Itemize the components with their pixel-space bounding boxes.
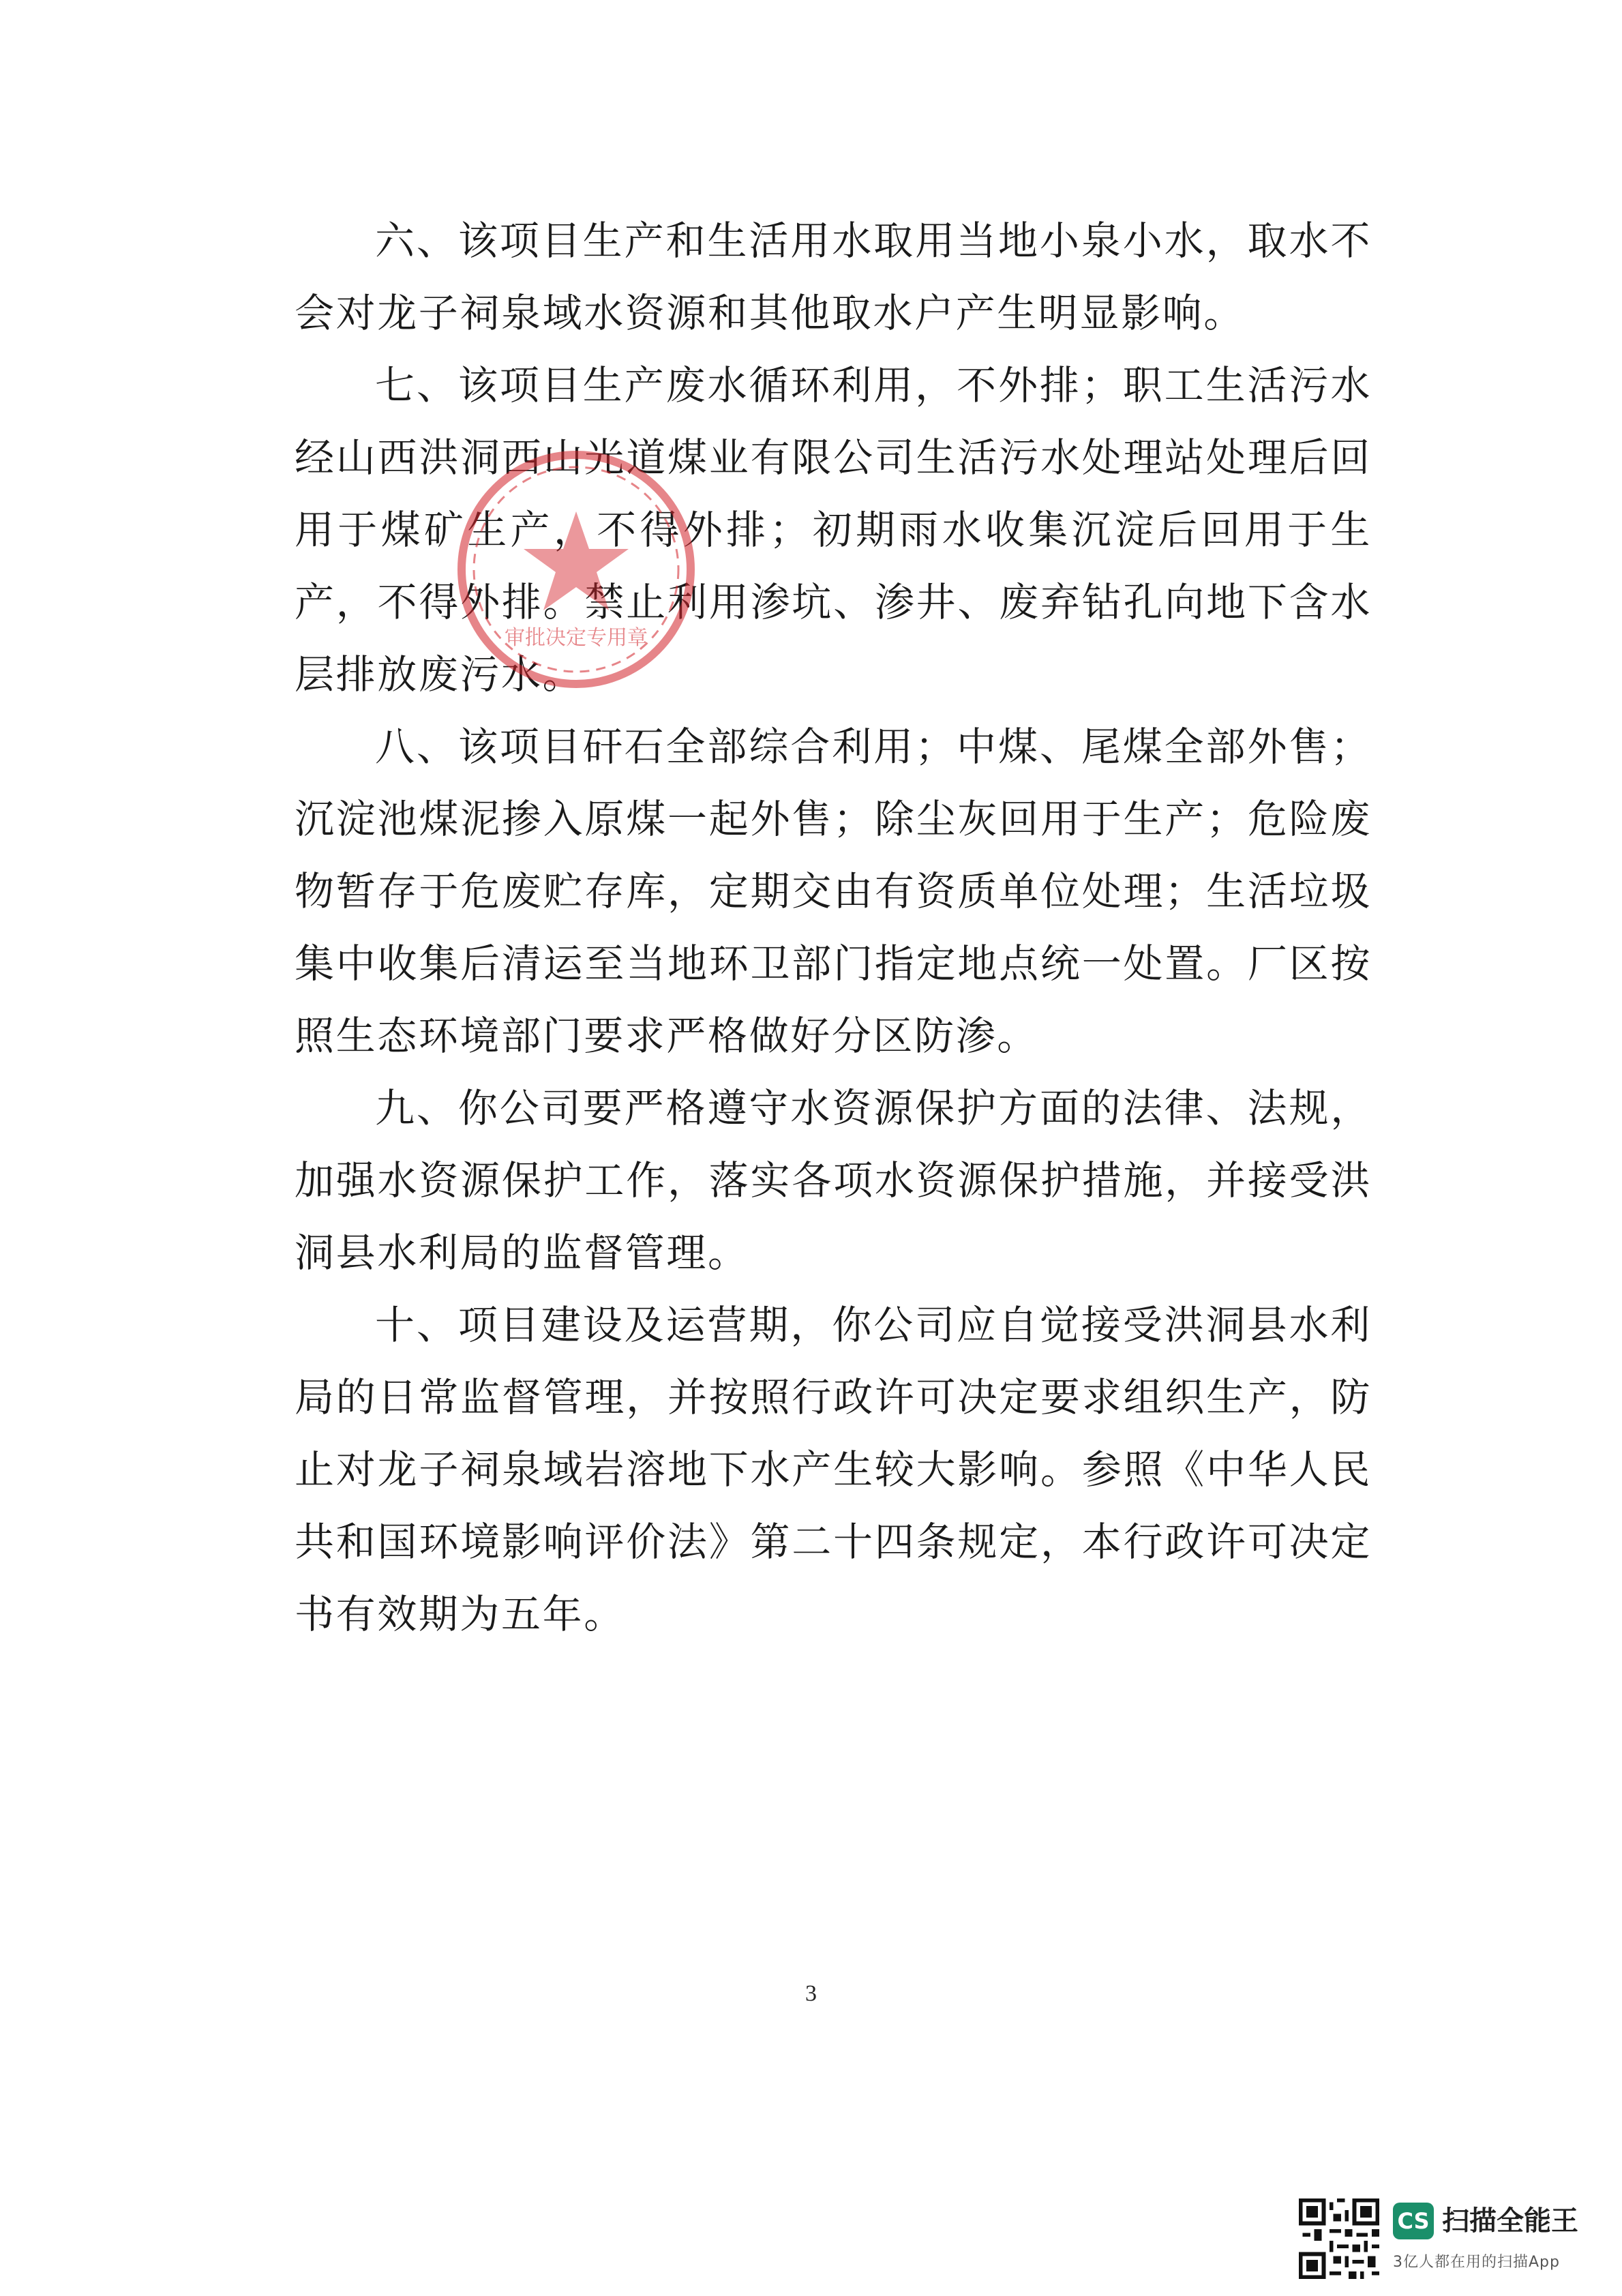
paragraph-7: 七、该项目生产废水循环利用，不外排；职工生活污水经山西洪洞西山光道煤业有限公司生活污水处理站处理后回用于煤矿生产，不得外排；初期雨水收集沉淀后回用于生产，不得外排。禁止利用渗坑、渗井、废弃钻孔向地下含水层排放废污水。 xyxy=(295,362,1372,698)
document-body xyxy=(295,205,1372,1650)
watermark-title: 扫描全能王 xyxy=(1442,2205,1578,2237)
paragraph-8: 八、该项目矸石全部综合利用；中煤、尾煤全部外售；沉淀池煤泥掺入原煤一起外售；除尘灰回用于生产；危险废物暂存于危废贮存库，定期交由有资质单位处理；生活垃圾集中收集后清运至当地环卫部门指定地点统一处置。厂区按照生态环境部门要求严格做好分区防渗。 xyxy=(295,724,1372,1059)
page-number: 3 xyxy=(805,1981,817,2006)
seal-inner-text: 审批决定专用章 xyxy=(505,626,648,650)
paragraph-9: 九、你公司要严格遵守水资源保护方面的法律、法规，加强水资源保护工作，落实各项水资源保护措施，并接受洪洞县水利局的监督管理。 xyxy=(295,1085,1372,1276)
watermark-subtitle: 3亿人都在用的扫描App xyxy=(1393,2254,1560,2271)
official-seal xyxy=(453,447,699,692)
qr-code-icon xyxy=(1299,2198,1379,2279)
scanner-watermark xyxy=(1299,2197,1599,2282)
paragraph-10: 十、项目建设及运营期，你公司应自觉接受洪洞县水利局的日常监督管理，并按照行政许可决定要求组织生产，防止对龙子祠泉域岩溶地下水产生较大影响。参照《中华人民共和国环境影响评价法》第二十四条规定，本行政许可决定书有效期为五年。 xyxy=(295,1302,1372,1637)
camscanner-logo-icon: CS xyxy=(1393,2203,1434,2239)
paragraph-6: 六、该项目生产和生活用水取用当地小泉小水，取水不会对龙子祠泉域水资源和其他取水户产生明显影响。 xyxy=(295,218,1372,336)
